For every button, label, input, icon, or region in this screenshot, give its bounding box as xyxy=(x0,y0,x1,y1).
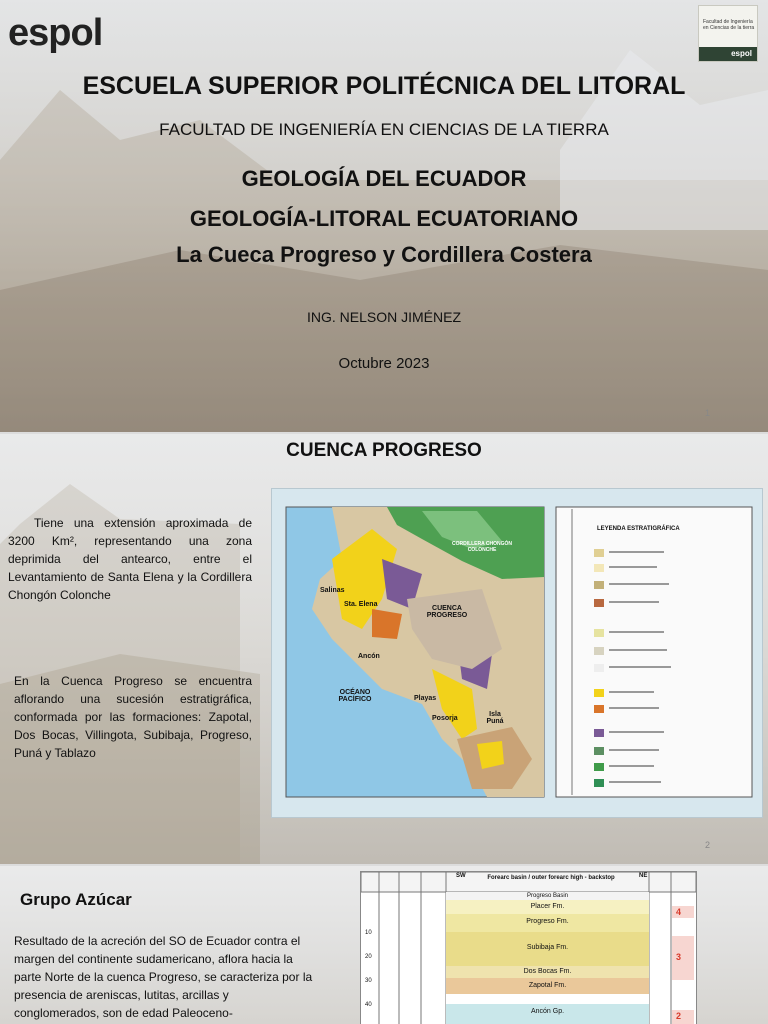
geologic-map-figure xyxy=(271,488,763,818)
age-10: 10 xyxy=(365,930,372,936)
course-title: GEOLOGÍA DEL ECUADOR xyxy=(241,166,527,191)
map-label-oceano: OCÉANO PACÍFICO xyxy=(338,689,372,703)
topic-title: GEOLOGÍA-LITORAL ECUATORIANO xyxy=(189,206,579,231)
map-label-posorja: Posorja xyxy=(432,715,458,722)
formation-zapotal: Zapotal Fm. xyxy=(528,982,567,989)
map-label-ancon: Ancón xyxy=(358,653,380,660)
slide-title: Grupo Azúcar xyxy=(20,890,132,909)
column-header-left: SW xyxy=(456,873,466,879)
espol-logo: espol xyxy=(8,12,103,54)
slide-title: CUENCA PROGRESO xyxy=(286,440,482,461)
formations-paragraph: En la Cuenca Progreso se encuentra aflorando una sucesión estratigráfica, conformada por las formaciones: Zapotal, Dos Bocas, Villingota, Subibaja, Progreso, Puná y Tablazo xyxy=(14,674,252,760)
institution-title: ESCUELA SUPERIOR POLITÉCNICA DEL LITORAL xyxy=(82,72,686,100)
sequence-2: 2 xyxy=(676,1011,682,1021)
faculty-name: FACULTAD DE INGENIERÍA EN CIENCIAS DE LA TIERRA xyxy=(159,120,609,139)
map-label-isla-puna: Isla Puná xyxy=(486,711,504,725)
map-label-cordillera: CORDILLERA CHONGÓN COLONCHE xyxy=(451,541,513,553)
geologic-map xyxy=(272,489,762,817)
column-header-title: Forearc basin / outer forearc high - backstop xyxy=(487,875,615,881)
slide-3 xyxy=(0,866,768,1024)
sequence-4: 4 xyxy=(676,907,682,917)
slide-2 xyxy=(0,434,768,864)
age-40: 40 xyxy=(365,1002,372,1008)
age-20: 20 xyxy=(365,954,372,960)
age-30: 30 xyxy=(365,978,372,984)
presentation-date: Octubre 2023 xyxy=(338,355,430,372)
badge-text: Facultad de Ingeniería en Ciencias de la tierra xyxy=(703,19,755,31)
map-label-cuenca-progreso: CUENCA PROGRESO xyxy=(426,605,468,619)
formation-progreso: Progreso Fm. xyxy=(526,918,569,925)
stratigraphic-column-figure xyxy=(360,871,697,1024)
badge-logo: espol xyxy=(699,47,757,61)
extent-paragraph: Tiene una extensión aproximada de 3200 Km², representando una zona deprimida del antearco, entre el Levantamiento de Santa Elena y la Cordillera Chongón Colonche xyxy=(8,516,252,602)
formation-placer: Placer Fm. xyxy=(530,903,565,910)
slide-1 xyxy=(0,0,768,432)
page-number: 2 xyxy=(704,840,710,850)
column-header-right: NE xyxy=(639,873,648,879)
sequence-3: 3 xyxy=(676,952,682,962)
azucar-paragraph: Resultado de la acreción del SO de Ecuador contra el margen del continente sudamericano, aflora hacia la parte Norte de la cuenca Progreso, se caracteriza por la presencia de areniscas, lutitas, arcillas y conglomerados, son de edad Paleoceno- xyxy=(14,934,313,1020)
formation-dos-bocas: Dos Bocas Fm. xyxy=(523,968,572,975)
faculty-badge xyxy=(698,5,758,62)
basin-label: Progreso Basin xyxy=(526,893,569,899)
author-name: ING. NELSON JIMÉNEZ xyxy=(306,309,462,325)
map-legend-title: LEYENDA ESTRATIGRÁFICA xyxy=(597,526,680,532)
map-label-playas: Playas xyxy=(414,695,437,702)
page-number: 1 xyxy=(704,408,710,418)
formation-subibaja: Subibaja Fm. xyxy=(526,944,569,951)
map-label-santa-elena: Sta. Elena xyxy=(344,601,378,608)
topic-subtitle: La Cueca Progreso y Cordillera Costera xyxy=(176,242,592,267)
formation-ancon: Ancón Gp. xyxy=(530,1008,565,1015)
map-label-salinas: Salinas xyxy=(320,587,345,594)
